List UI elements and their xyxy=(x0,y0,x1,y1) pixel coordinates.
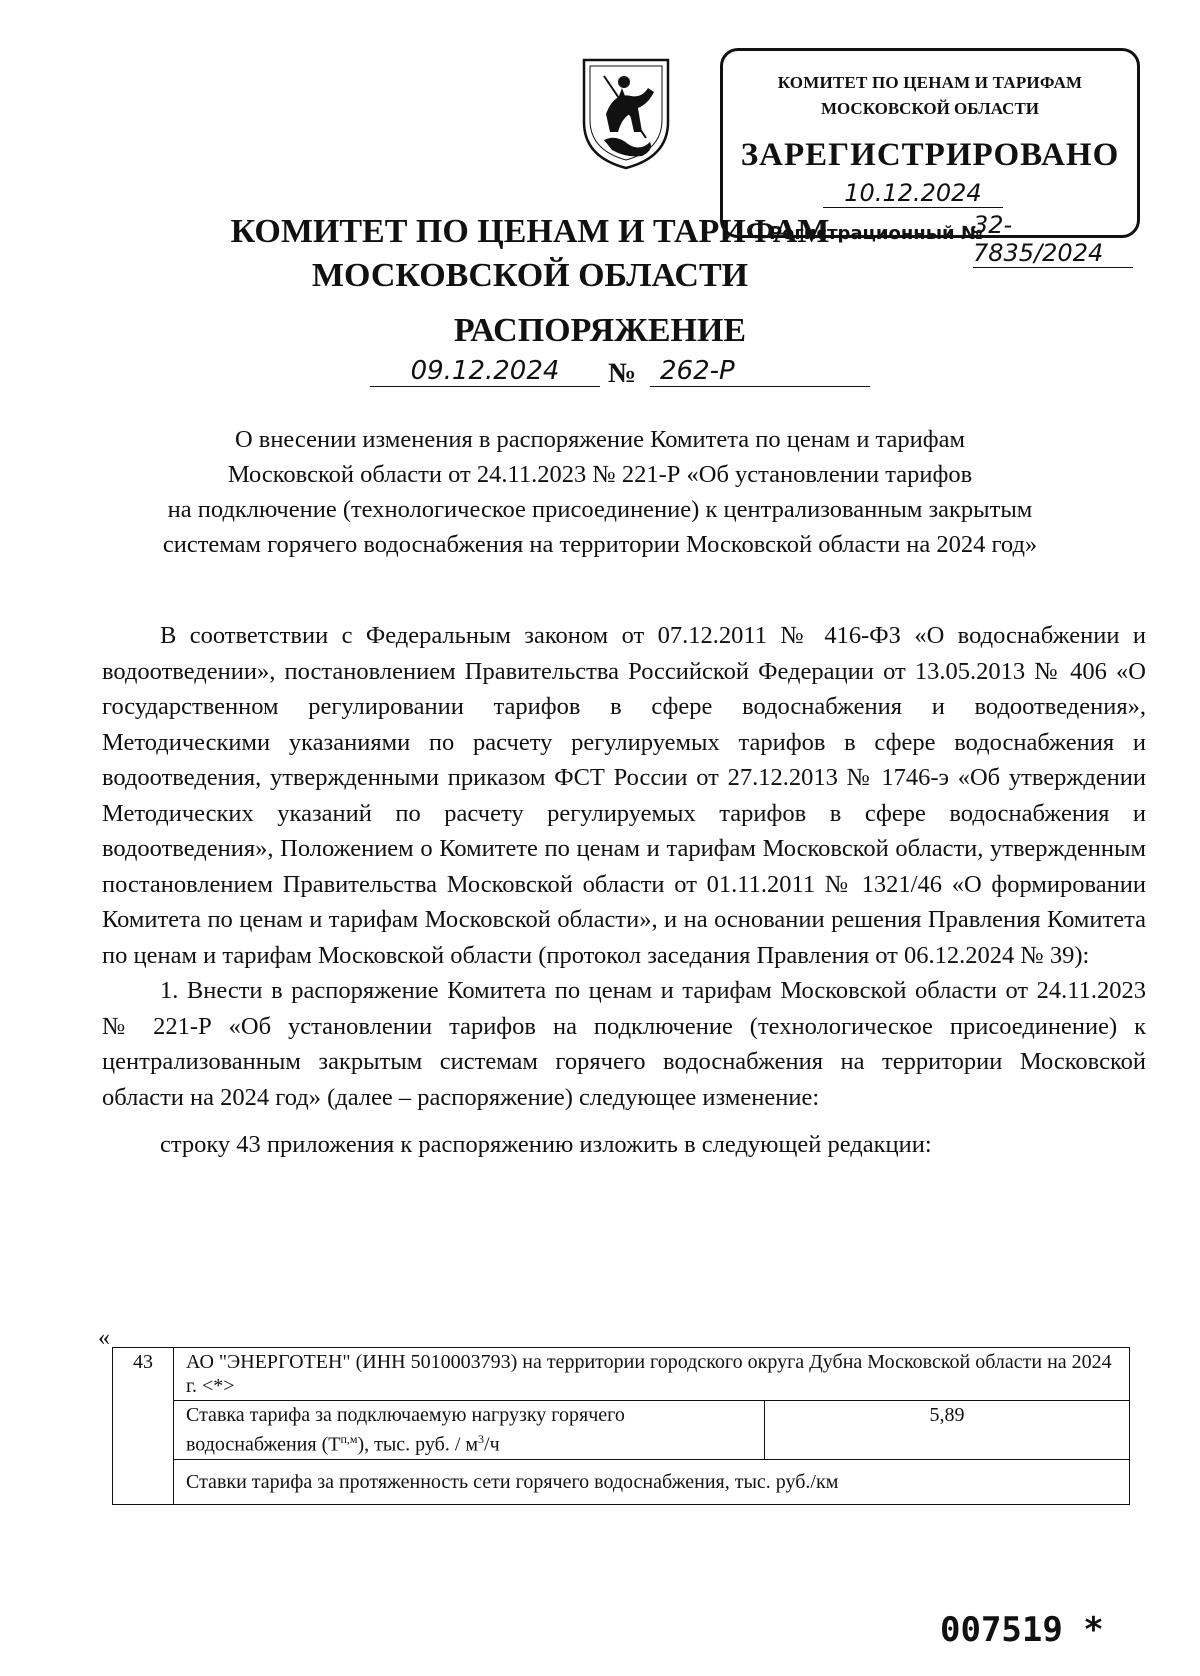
order-number: 262-Р xyxy=(650,356,870,387)
table-row xyxy=(113,1459,1130,1504)
preamble-paragraph: В соответствии с Федеральным законом от 07.12.2011 № 416-ФЗ «О водоснабжении и водоотведении», постановлением Правительства Российской Федерации от 13.05.2013 № 406 «О государственном регулировании тарифов в сфере водоснабжения и водоотведения», Методическими указаниями по расчету регулируемых тарифов в сфере водоснабжения и водоотведения, утвержденными приказом ФСТ России от 27.12.2013 № 1746-э «Об утверждении Методических указаний по расчету регулируемых тарифов в сфере водоснабжения и водоотведения», Положением о Комитете по ценам и тарифам Московской области, утвержденным постановлением Правительства Московской области от 01.11.2011 № 1321/46 «О формировании Комитета по ценам и тарифам Московской области», и на основании решения Правления Комитета по ценам и тарифам Московской области (протокол заседания Правления от 06.12.2024 № 39): xyxy=(102,622,1146,969)
order-date-number xyxy=(370,356,870,388)
stamp-org-line2: МОСКОВСКОЙ ОБЛАСТИ xyxy=(820,99,1040,118)
stamp-org-line1: КОМИТЕТ ПО ЦЕНАМ И ТАРИФАМ xyxy=(777,73,1083,92)
document-body xyxy=(102,618,1146,1163)
item-1-sub-paragraph: строку 43 приложения к распоряжению изложить в следующей редакции: xyxy=(160,1131,932,1158)
serial-number: 007519 * xyxy=(940,1610,1104,1650)
stamp-reg-label: Регистрационный № xyxy=(769,223,983,244)
coat-of-arms-icon xyxy=(576,52,676,172)
rate-label-unit: ), тыс. руб. / м xyxy=(357,1433,479,1456)
subject-line: О внесении изменения в распоряжение Комитета по ценам и тарифам xyxy=(234,426,966,453)
rate-unit-superscript: 3 xyxy=(478,1432,485,1446)
order-date: 09.12.2024 xyxy=(370,356,600,387)
org-cell: АО "ЭНЕРГОТЕН" (ИНН 5010003793) на территории городского округа Дубна Московской области на 2024 г. <*> xyxy=(174,1348,1130,1401)
registration-stamp xyxy=(720,48,1140,267)
rate-label-end: /ч xyxy=(484,1433,500,1456)
table-row xyxy=(113,1348,1130,1401)
committee-name-line1: КОМИТЕТ ПО ЦЕНАМ И ТАРИФАМ xyxy=(230,213,830,250)
document-type: РАСПОРЯЖЕНИЕ xyxy=(453,312,747,349)
subject-line: Московской области от 24.11.2023 № 221-Р «Об установлении тарифов xyxy=(227,461,973,488)
stamp-reg-number: 32-7835/2024 xyxy=(973,211,1133,268)
network-rate-cell: Ставки тарифа за протяженность сети горячего водоснабжения, тыс. руб./км xyxy=(174,1459,1130,1504)
committee-name-line2: МОСКОВСКОЙ ОБЛАСТИ xyxy=(311,257,749,294)
stamp-date: 10.12.2024 xyxy=(823,179,1003,208)
rate-label-text: Ставка тарифа за подключаемую нагрузку горячего водоснабжения (Т xyxy=(186,1404,625,1456)
table-row xyxy=(113,1401,1130,1460)
order-number-label: № xyxy=(608,358,637,389)
rate-label-cell xyxy=(174,1401,765,1460)
rate-value-cell: 5,89 xyxy=(765,1401,1130,1460)
document-subject xyxy=(100,422,1100,562)
item-1-paragraph: 1. Внести в распоряжение Комитета по ценам и тарифам Московской области от 24.11.2023 № 221-Р «Об установлении тарифов на подключение (технологическое присоединение) к централизованным закрытым системам горячего водоснабжения на территории Московской области на 2024 год» (далее – распоряжение) следующее изменение: xyxy=(102,977,1146,1111)
row-number: 43 xyxy=(113,1348,174,1505)
stamp-status: ЗАРЕГИСТРИРОВАНО xyxy=(740,137,1120,173)
opening-quote: « xyxy=(98,1325,110,1351)
rate-label-superscript: п,м xyxy=(340,1432,358,1446)
subject-line: на подключение (технологическое присоединение) к централизованным закрытым xyxy=(167,496,1033,523)
tariff-table xyxy=(112,1347,1130,1505)
subject-line: системам горячего водоснабжения на территории Московской области на 2024 год» xyxy=(162,531,1038,558)
